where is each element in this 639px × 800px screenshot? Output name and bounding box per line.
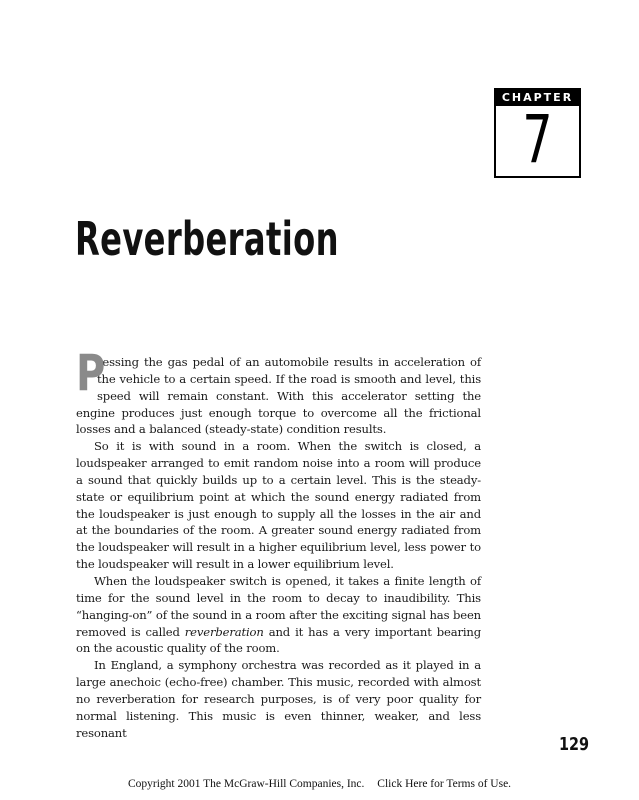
chapter-title: Reverberation (75, 212, 339, 266)
chapter-badge (494, 88, 581, 178)
paragraph-1 (76, 344, 481, 438)
terms-of-use-link[interactable]: Click Here for Terms of Use. (377, 778, 512, 790)
body-text (76, 344, 482, 741)
chapter-label: CHAPTER (496, 90, 579, 106)
paragraph-1-text: ressing the gas pedal of an automobile results in acceleration of the vehicle to a certain speed. If the road is smooth and level, this speed will remain constant. With this accelerator setting the engine produces just enough torque to overcome all the frictional losses and a balanced (steady-state) condition results. (76, 355, 481, 437)
drop-cap: P (76, 344, 106, 402)
term-reverberation: reverberation (184, 624, 264, 639)
page-number: 129 (559, 734, 590, 755)
paragraph-3 (76, 573, 481, 657)
paragraph-3-text-a: When the loudspeaker switch is opened, it takes a finite length of time for the sound level in the room to decay to inaudibility. This “hanging-on” of the sound in a room after the exciting signal has been removed is called (76, 573, 481, 639)
paragraph-2: So it is with sound in a room. When the switch is closed, a loudspeaker arranged to emit random noise into a room will produce a sound that quickly builds up to a certain level. This is the steady-state or equilibrium point at which the sound energy radiated from the loudspeaker is just enough to supply all the losses in the air and at the boundaries of the room. A greater sound energy radiated from the loudspeaker will result in a higher equilibrium level, less power to the loudspeaker will result in a lower equilibrium level. (76, 439, 481, 572)
chapter-number: 7 (522, 101, 553, 178)
paragraph-3-text-b: and it has a very important bearing on the acoustic quality of the room. (76, 624, 482, 656)
copyright-notice: Copyright 2001 The McGraw-Hill Companies, Inc. (127, 778, 365, 790)
footer (0, 778, 639, 790)
paragraph-4: In England, a symphony orchestra was recorded as it played in a large anechoic (echo-free) chamber. This music, recorded with almost no reverberation for research purposes, is of very poor quality for normal listening. This music is even thinner, weaker, and less resonant (76, 658, 481, 740)
